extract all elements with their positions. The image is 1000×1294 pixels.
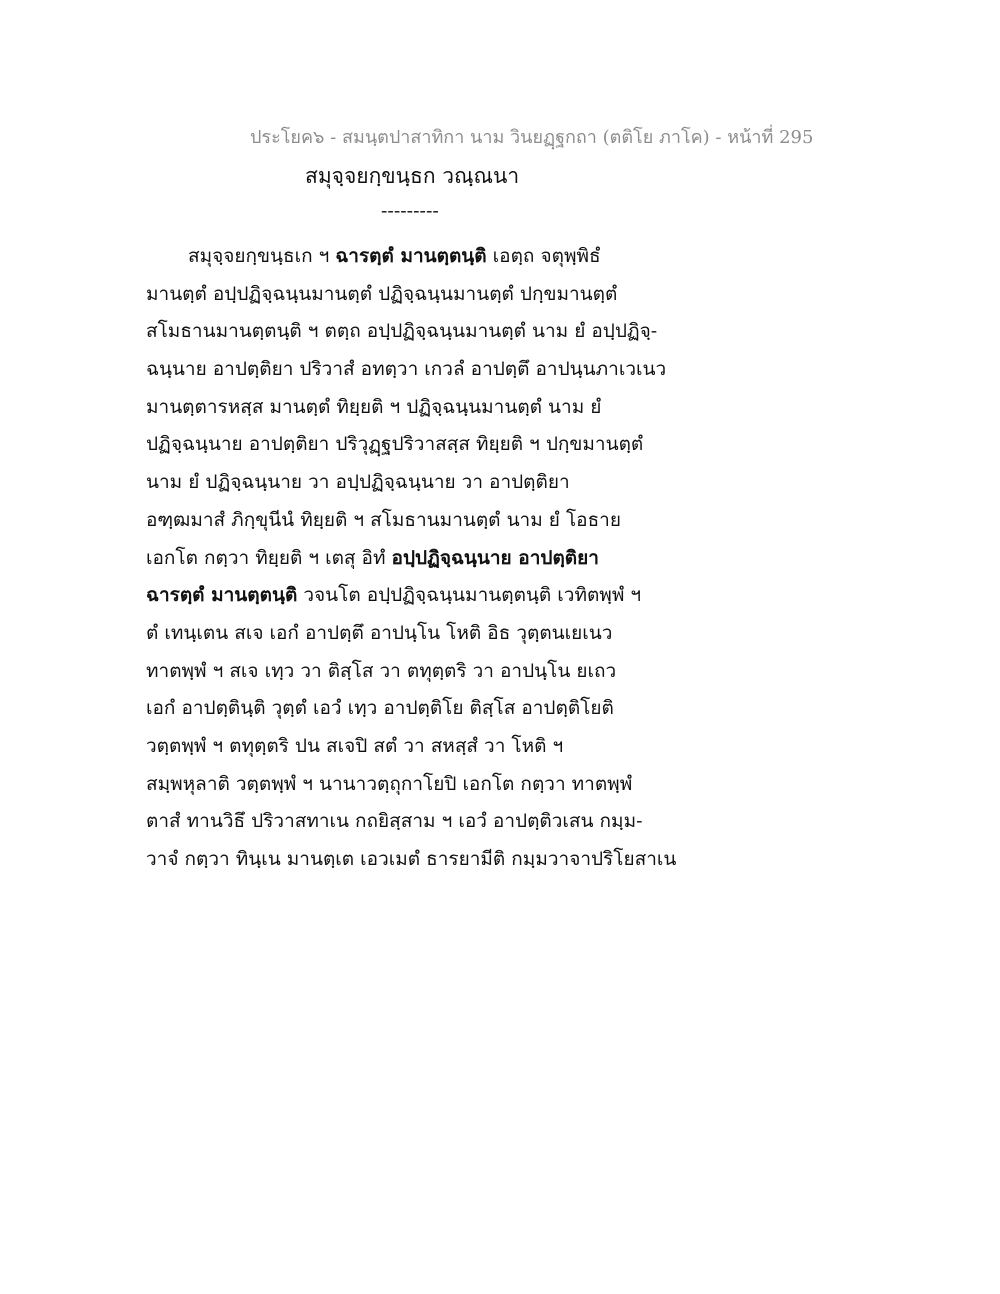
text-segment: ฉนฺนาย อาปตฺติยา ปริวาสํ อทตฺวา เกวลํ อาปตฺตึ อาปนฺนภาเวเนว (146, 358, 667, 381)
text-segment: มานตฺตารหสฺส มานตฺตํ ทิยฺยติ ฯ ปฏิจฺฉนฺนมานตฺตํ นาม ยํ (146, 395, 602, 418)
text-line (146, 803, 706, 841)
text-line (146, 690, 706, 728)
text-line (146, 841, 706, 879)
body-text (146, 238, 706, 879)
text-segment: ตาสํ ทานวิธึ ปริวาสทาเน กถยิสฺสาม ฯ เอวํ อาปตฺติวเสน กมฺม- (146, 810, 643, 833)
running-header: ประโยค๖ - สมนฺตปาสาทิกา นาม วินยฏฺฐกถา (ตติโย ภาโค) - หน้าที่ 295 (250, 127, 814, 148)
text-line (146, 426, 706, 464)
text-segment: สมุจฺจยกฺขนฺธเก ฯ (188, 245, 336, 267)
text-line (146, 615, 706, 653)
text-segment: เอกํ อาปตฺตินฺติ วุตฺตํ เอวํ เทฺว อาปตฺติโย ติสฺโส อาปตฺติโยติ (146, 697, 614, 720)
text-segment: ตํ เทนฺเตน สเจ เอกํ อาปตฺตึ อาปนฺโน โหติ อิธ วุตฺตนเยเนว (146, 621, 613, 644)
text-segment: นาม ยํ ปฏิจฺฉนฺนาย วา อปฺปฏิจฺฉนฺนาย วา อาปตฺติยา (146, 471, 570, 494)
text-line (146, 728, 706, 766)
bold-text-segment: ฉารตฺตํ มานตฺตนฺติ (335, 245, 487, 267)
text-line (146, 653, 706, 691)
text-segment: สมฺพหุลาติ วตฺตพฺพํ ฯ นานาวตฺถุกาโยปิ เอกโต กตฺวา ทาตพฺพํ (146, 772, 633, 795)
text-segment: ปฏิจฺฉนฺนาย อาปตฺติยา ปริวุฏฺฐปริวาสสฺส ทิยฺยติ ฯ ปกฺขมานตฺตํ (146, 433, 644, 456)
text-segment: เอกโต กตฺวา ทิยฺยติ ฯ เตสุ อิทํ (146, 546, 392, 569)
section-title: สมุจฺจยกฺขนฺธก วณฺณนา (305, 164, 520, 188)
text-line (146, 577, 706, 615)
text-line (146, 464, 706, 502)
text-segment: สโมธานมานตฺตนฺติ ฯ ตตฺถ อปฺปฏิจฺฉนฺนมานตฺตํ นาม ยํ อปฺปฏิจฺ- (146, 320, 658, 343)
text-segment: วาจํ กตฺวา ทินฺเน มานตฺเต เอวเมตํ ธารยามีติ กมฺมวาจาปริโยสาเน (146, 848, 677, 870)
text-segment: วตฺตพฺพํ ฯ ตทุตฺตริ ปน สเจปิ สตํ วา สหสฺสํ วา โหติ ฯ (146, 734, 564, 757)
text-segment: เอตฺถ จตุพฺพิธํ (486, 245, 601, 267)
text-line (146, 389, 706, 427)
text-line (146, 276, 706, 314)
text-line (146, 502, 706, 540)
text-line (146, 351, 706, 389)
text-segment: วจนโต อปฺปฏิจฺฉนฺนมานตฺตนฺติ เวทิตพฺพํ ฯ (297, 584, 642, 607)
bold-text-segment: ฉารตฺตํ มานตฺตนฺติ (146, 584, 298, 607)
section-divider: --------- (381, 200, 439, 222)
text-line (146, 238, 706, 276)
text-segment: ทาตพฺพํ ฯ สเจ เทฺว วา ติสฺโส วา ตทุตฺตริ วา อาปนฺโน ยเถว (146, 659, 617, 682)
text-line (146, 313, 706, 351)
bold-text-segment: อปฺปฏิจฺฉนฺนาย อาปตฺติยา (391, 546, 599, 569)
text-line (146, 766, 706, 804)
text-line (146, 540, 706, 578)
text-segment: อฑฺฒมาสํ ภิกฺขุนีนํ ทิยฺยติ ฯ สโมธานมานตฺตํ นาม ยํ โอธาย (146, 508, 621, 531)
text-segment: มานตฺตํ อปฺปฏิจฺฉนฺนมานตฺตํ ปฏิจฺฉนฺนมานตฺตํ ปกฺขมานตฺตํ (146, 282, 618, 305)
